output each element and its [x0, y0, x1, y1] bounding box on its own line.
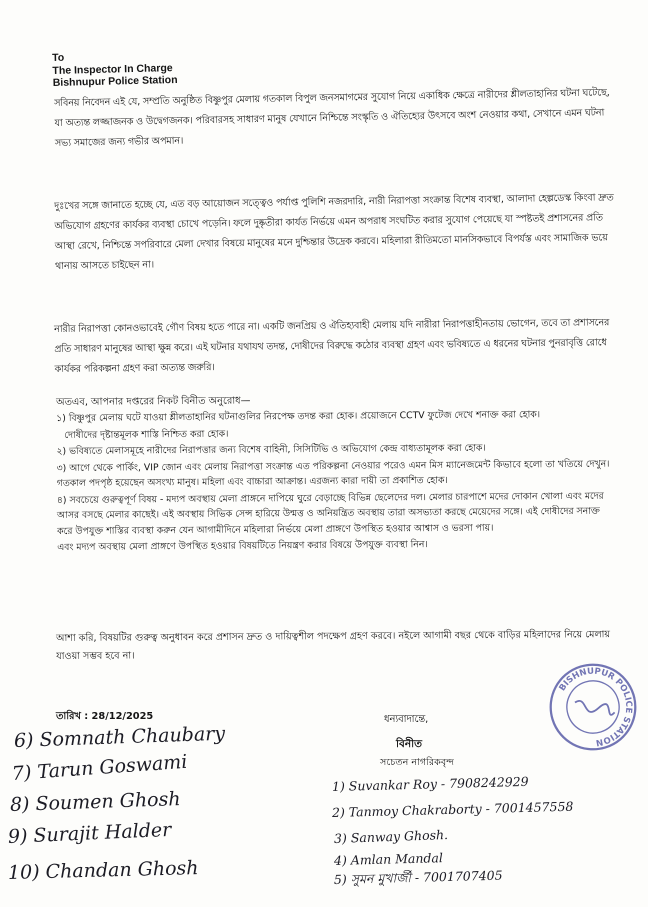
paragraph-incident: সবিনয় নিবেদন এই যে, সম্প্রতি অনুষ্ঠিত বিষ্ণুপুর মেলায় গতকাল বিপুল জনসমাগমের সুযোগ নিয়ে একাধিক ক্ষেত্রে নারীদের শ্লীলতাহানির ঘটনা ঘটেছে, যা অত্যন্ত লজ্জাজনক ও উদ্বেগজনক। পরিবারসহ সাধারণ মানুষ যেখানে নিশ্চিন্তে সংস্কৃতি ও ঐতিহ্যের উৎসবে অংশ নেওয়ার কথা, সেখানে এমন ঘটনা সভ্য সমাজের জন্য গভীর অপমান। — [54, 87, 610, 149]
signatory-left: 8) Soumen Ghosh — [9, 788, 181, 816]
stamp-signature-scribble — [574, 691, 616, 722]
signatory-right: 2) Tanmoy Chakraborty - 7001457558 — [331, 798, 574, 820]
closing-paragraph: আশা করি, বিষয়টির গুরুত্ব অনুধাবন করে প্রশাসন দ্রুত ও দায়িত্বশীল পদক্ষেপ গ্রহণ করবে। নইলে আগামী বছর থেকে বাড়ির মহিলাদের নিয়ে মেলায় যাওয়া সম্ভব হবে না। — [56, 629, 611, 662]
request-item: ১) বিষ্ণুপুর মেলায় ঘটে যাওয়া শ্লীলতাহানির ঘটনাগুলির নিরপেক্ষ তদন্ত করা হোক। প্রয়োজনে CCTV ফুটেজ দেখে শনাক্ত করা হোক। — [56, 409, 541, 424]
signoff-title: বিনীত — [396, 738, 422, 750]
signatory-left: 6) Somnath Chaubary — [13, 722, 226, 752]
signatory-left: 10) Chandan Ghosh — [7, 857, 199, 884]
address-line-2: Bishnupur Police Station — [52, 73, 178, 89]
stamp-text-path: BISHNUPUR POLICE STATION — [557, 666, 634, 748]
signatory-left: 7) Tarun Goswami — [11, 750, 189, 785]
request-item: দোষীদের দৃষ্টান্তমূলক শাস্তি নিশ্চিত করা হোক। — [64, 428, 229, 441]
stamp-text — [541, 652, 647, 755]
request-item: এবং মদ্যপ অবস্থায় মেলা প্রাঙ্গণে উপস্থিত হওয়ার বিষয়টিতে নিয়ন্ত্রণ করার বিষয়ে উপযুক্ত ব্যবস্থা নিন। — [57, 539, 428, 553]
signoff-subtitle: সচেতন নাগরিকবৃন্দ — [380, 757, 454, 768]
police-stamp — [532, 646, 648, 768]
address-line-1: The Inspector In Charge — [52, 61, 173, 77]
request-item: ৩) আগে থেকে পার্কিং, VIP জোন এবং মেলায় নিরাপত্তা সংক্রান্ত এত পরিকল্পনা নেওয়ার পরেও এমন মিস ম্যানেজমেন্ট কিভাবে হলো তা খতিয়ে দেখুন। গতকাল পদপৃষ্ঠ হয়েছেন অসংখ্য মানুষ। মহিলা এবং বাচ্চারা আক্রান্ত। এরজন্য কারা দায়ী তা প্রকাশিত হোক। — [56, 458, 610, 489]
paragraph-security-lapse: দুঃখের সঙ্গে জানাতে হচ্ছে যে, এত বড় আয়োজন সত্ত্বেও পর্যাপ্ত পুলিশি নজরদারি, নারী নিরাপত্তা সংক্রান্ত বিশেষ ব্যবস্থা, আলাদা হেল্পডেস্ক কিংবা দ্রুত অভিযোগ গ্রহণের কার্যকর ব্যবস্থা চোখে পড়েনি। ফলে দুষ্কৃতীরা কার্যত নির্ভয়ে এমন অপরাধ সংঘটিত করার সুযোগ পেয়েছে যা স্পষ্টতই প্রশাসনের প্রতি আস্থা রেখে, নিশ্চিন্তে সপরিবারে মেলা দেখার বিষয়ে মানুষের মনে দুশ্চিন্তার উদ্রেক করবে। মহিলারা রীতিমতো মানসিকভাবে বিপর্যস্ত এবং সামাজিক ভয়ে থানায় আসতে চাইছেন না। — [54, 192, 614, 272]
signatory-right: 4) Amlan Mandal — [333, 850, 444, 868]
signatory-right: 5) সুমন মুখার্জী - 7001707405 — [333, 867, 503, 887]
paragraph-women-safety: নারীর নিরাপত্তা কোনওভাবেই গৌণ বিষয় হতে পারে না। একটি জনপ্রিয় ও ঐতিহ্যবাহী মেলায় যদি নারীরা নিরাপত্তাহীনতায় ভোগেন, তবে তা প্রশাসনের প্রতি সাধারণ মানুষের আস্থা ক্ষুন্ন করে। এই ঘটনার যথাযথ তদন্ত, দোষীদের বিরুদ্ধে কঠোর ব্যবস্থা গ্রহণ এবং ভবিষ্যতে এ ধরনের ঘটনার পুনরাবৃত্তি রোধে কার্যকর পরিকল্পনা গ্রহণ করা অত্যন্ত জরুরি। — [54, 317, 610, 375]
signatory-right: 3) Sanway Ghosh. — [333, 827, 449, 846]
request-item: ২) ভবিষ্যতে মেলাসমূহে নারীদের নিরাপত্তার জন্য বিশেষ বাহিনী, সিসিটিভি ও অভিযোগ কেন্দ্র বাধ্যতামূলক করা হোক। — [56, 442, 486, 457]
address-to: To — [52, 51, 65, 64]
request-list — [56, 390, 617, 557]
thanks-line: ধন্যবাদান্তে, — [384, 714, 429, 725]
letter-date: তারিখ : 28/12/2025 — [56, 711, 154, 722]
request-item: ৪) সবচেয়ে গুরুত্বপূর্ণ বিষয় - মদ্যপ অবস্থায় মেলা প্রাঙ্গনে দাপিয়ে ঘুরে বেড়াচ্ছে বিভিন্ন ছেলেদের দল। মেলার চারপাশে মদের দোকান খোলা এবং মদের আসর বসছে মেলার কাছেই। এই অবস্থায় সিভিক সেন্স হারিয়ে উন্মত্ত ও অনিয়ন্ত্রিত অবস্থায় তারা অসভ্যতা করছে মেয়েদের সঙ্গে। এই দোষীদের সনাক্ত করে উপযুক্ত শাস্তির ব্যবস্থা করুন যেন আগামীদিনে মহিলারা নির্ভয়ে মেলা প্রাঙ্গণে উপস্থিত হওয়ার আশ্বাস ও ভরসা পায়। — [56, 490, 604, 537]
signatory-left: 9) Surajit Halder — [7, 818, 172, 848]
request-intro: অতএব, আপনার দপ্তরের নিকট বিনীত অনুরোধ— — [56, 395, 251, 408]
signatory-right: 1) Suvankar Roy - 7908242929 — [331, 773, 529, 794]
recipient-address — [52, 49, 178, 90]
